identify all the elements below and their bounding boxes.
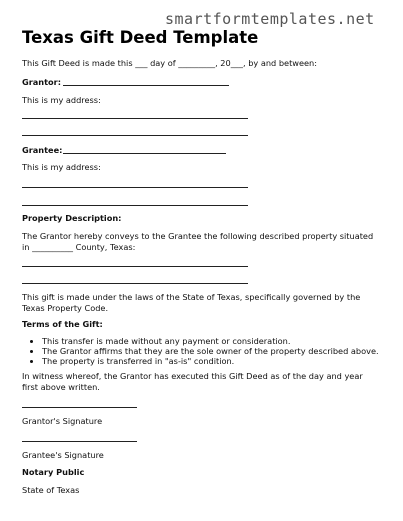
property-line-1[interactable] (22, 266, 248, 267)
list-item: • This transfer is made without any payment or consideration. (42, 336, 403, 346)
grantee-signature-label: Grantee's Signature (22, 450, 104, 460)
property-line-2[interactable] (22, 283, 248, 284)
terms-list (22, 336, 403, 366)
grantee-address-line-1[interactable] (22, 187, 248, 188)
grantor-signature-line[interactable] (22, 407, 137, 408)
law-text: This gift is made under the laws of the State of Texas, specifically governed by the Texas Property Code. (22, 292, 361, 313)
terms-heading: Terms of the Gift: (22, 319, 103, 329)
intro-text: This Gift Deed is made this ___ day of _________, 20___, by and between: (22, 58, 318, 68)
grantor-address-line-2[interactable] (22, 135, 248, 136)
grantee-signature-line[interactable] (22, 441, 137, 442)
grantee-address-line-2[interactable] (22, 205, 248, 206)
grantee-address-label: This is my address: (22, 162, 101, 172)
grantee-name-line[interactable] (63, 153, 226, 154)
grantee-label: Grantee: (22, 145, 63, 155)
grantor-name-line[interactable] (63, 85, 229, 86)
witness-text: In witness whereof, the Grantor has executed this Gift Deed as of the day and year first above written. (22, 371, 363, 392)
grantor-address-line-1[interactable] (22, 118, 248, 119)
grantor-signature-label: Grantor's Signature (22, 416, 103, 426)
property-text: The Grantor hereby conveys to the Grantee the following described property situated in __________ County, Texas: (22, 231, 374, 252)
list-item: • The property is transferred in "as-is" condition. (42, 356, 403, 366)
notary-state: State of Texas (22, 485, 80, 495)
document-title: Texas Gift Deed Template (22, 28, 259, 47)
site-watermark: smartformtemplates.net (165, 10, 375, 28)
grantor-address-label: This is my address: (22, 95, 101, 105)
property-heading: Property Description: (22, 213, 122, 223)
grantor-label: Grantor: (22, 77, 61, 87)
notary-heading: Notary Public (22, 467, 85, 477)
list-item: • The Grantor affirms that they are the sole owner of the property described above. (42, 346, 403, 356)
